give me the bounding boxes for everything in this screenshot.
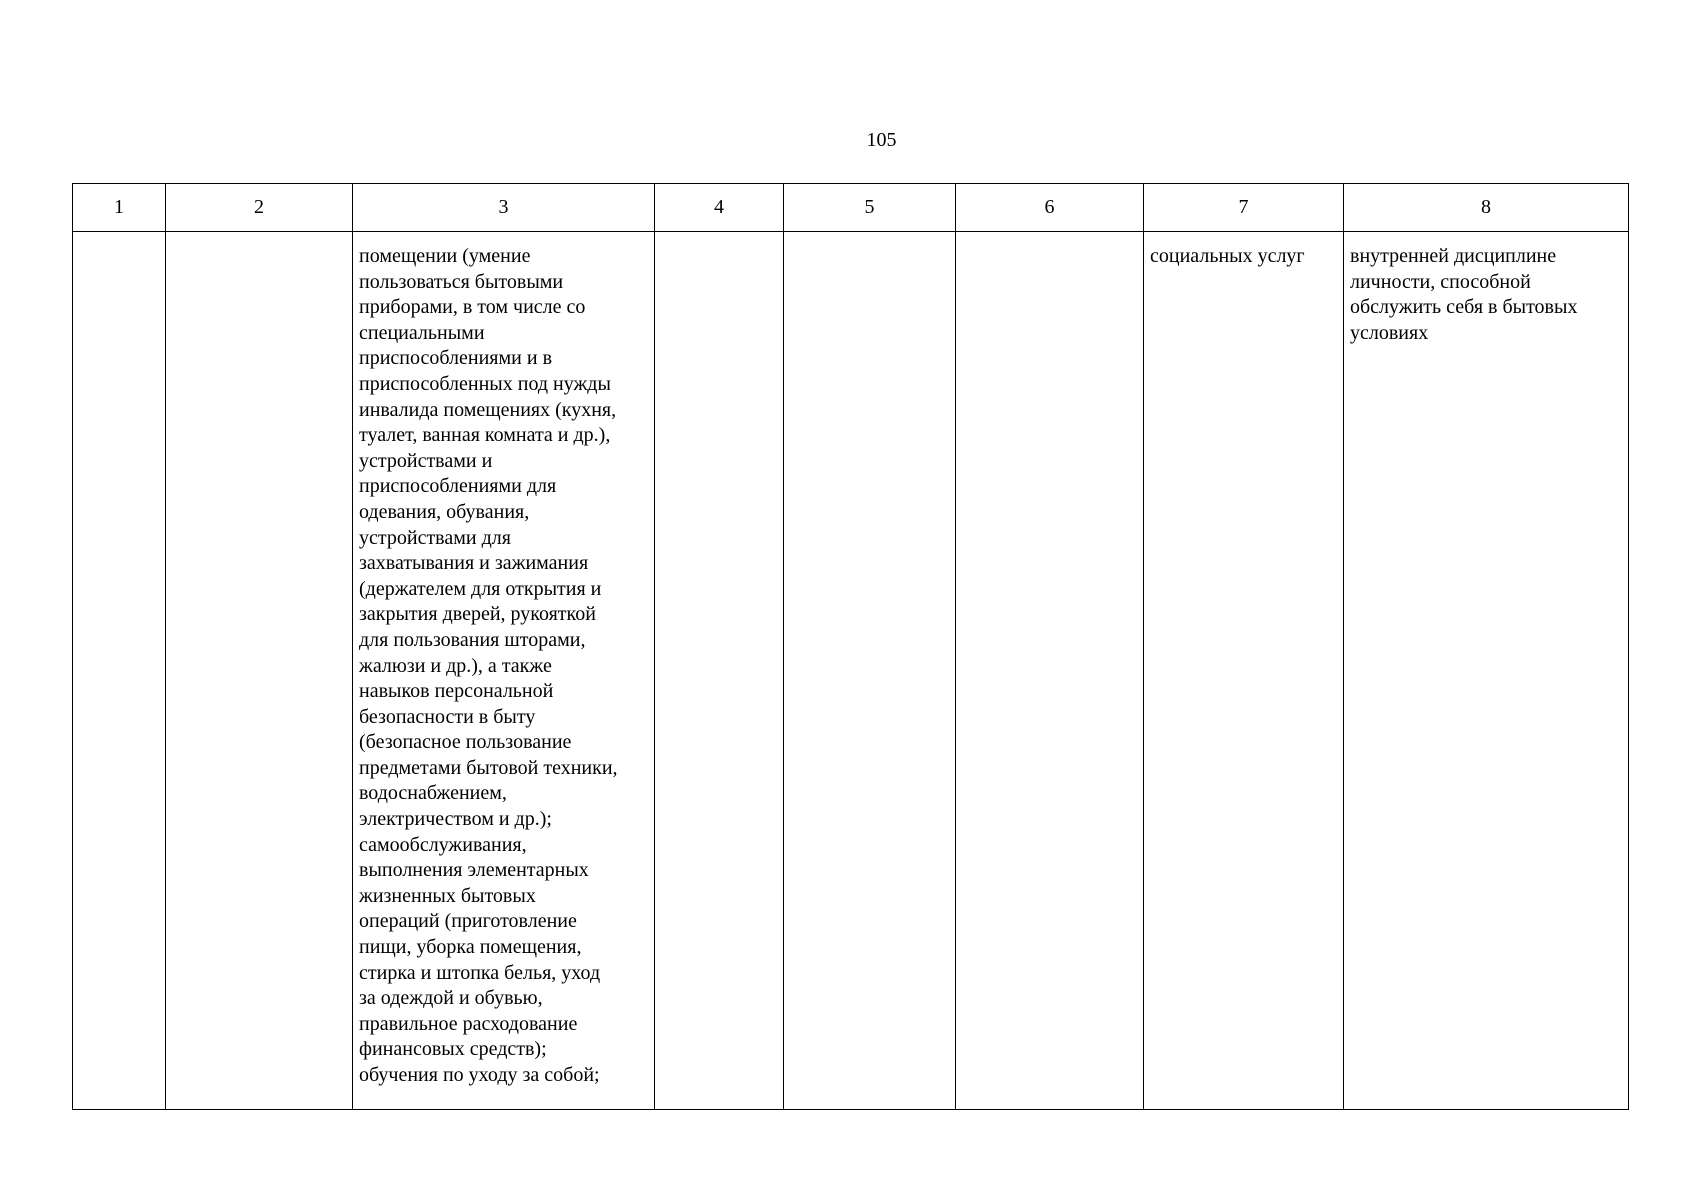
table-cell-col3: помещении (умение пользоваться бытовыми приборами, в том числе со специальными приспособлениями и в приспособленных под нужды инвалида помещениях (кухня, туалет, ванная комната и др.), устройствами и приспособлениями для одевания, обувания, устройствами для захватывания и зажимания (держателем для открытия и закрытия дверей, рукояткой для пользования шторами, жалюзи и др.), а также навыков персональной безопасности в быту (безопасное пользование предметами бытовой техники, водоснабжением, электричеством и др.); самообслуживания, выполнения элементарных жизненных бытовых операций (приготовление пищи, уборка помещения, стирка и штопка белья, уход за одеждой и обувью, правильное расходование финансовых средств); обучения по уходу за собой; — [353, 232, 655, 1110]
column-header-2: 2 — [166, 184, 353, 232]
table-cell-col5 — [784, 232, 956, 1110]
column-header-5: 5 — [784, 184, 956, 232]
table-cell-col2 — [166, 232, 353, 1110]
table-cell-col1 — [73, 232, 166, 1110]
column-header-7: 7 — [1144, 184, 1344, 232]
column-header-1: 1 — [73, 184, 166, 232]
table-cell-col4 — [655, 232, 784, 1110]
table-cell-col6 — [956, 232, 1144, 1110]
column-header-4: 4 — [655, 184, 784, 232]
table-cell-col7: социальных услуг — [1144, 232, 1344, 1110]
column-header-6: 6 — [956, 184, 1144, 232]
table-header-row — [73, 184, 1629, 232]
document-table — [72, 183, 1629, 1110]
table-cell-col8: внутренней дисциплине личности, способной обслужить себя в бытовых условиях — [1344, 232, 1629, 1110]
column-header-8: 8 — [1344, 184, 1629, 232]
page-number: 105 — [866, 129, 897, 151]
table-row — [73, 232, 1629, 1110]
column-header-3: 3 — [353, 184, 655, 232]
